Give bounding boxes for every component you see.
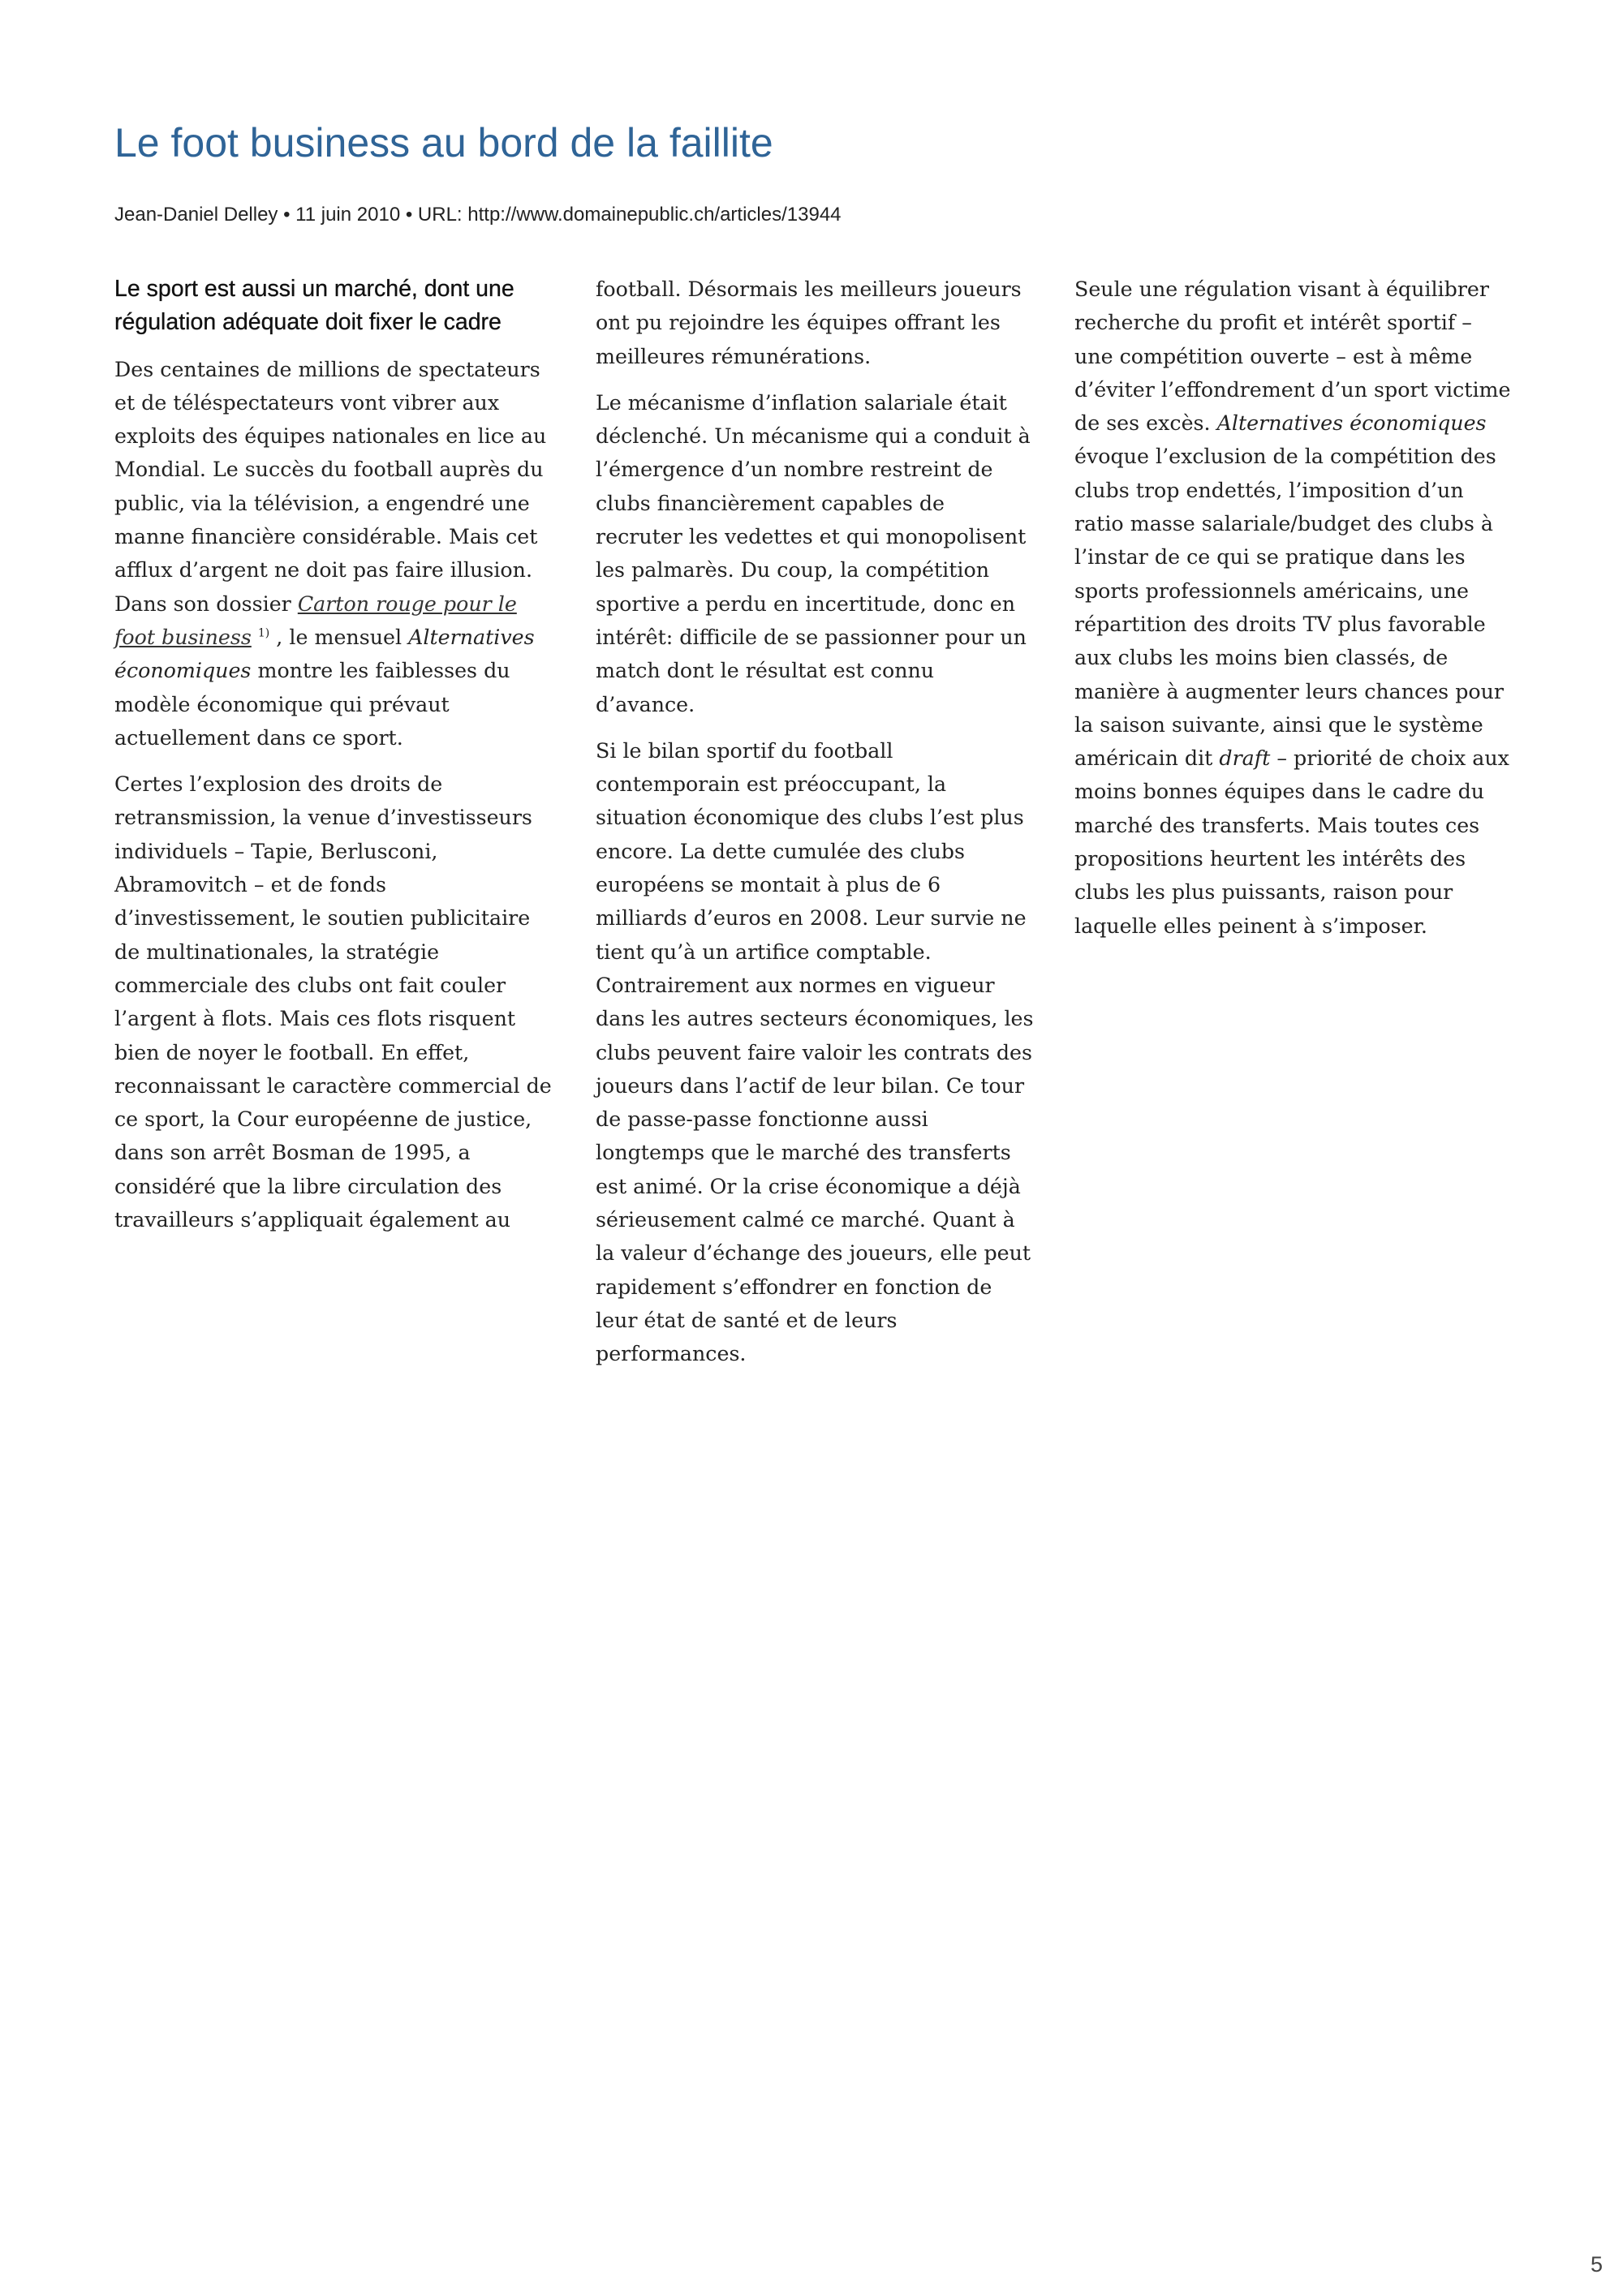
draft-term: draft (1219, 746, 1271, 771)
column-3 (1074, 273, 1513, 956)
footnote-ref[interactable]: 1) (257, 626, 270, 640)
article-byline: Jean-Daniel Delley • 11 juin 2010 • URL: http://www.domainepublic.ch/articles/13944 (114, 204, 842, 226)
publication-name-2: Alternatives économiques (1216, 411, 1487, 436)
paragraph-4: Si le bilan sportif du football contemporain est préoccupant, la situation économique des clubs l’est plus encore. La dette cumulée des clubs européens se montait à plus de 6 milliards d’euros en 2008. Leur survie ne tient qu’à un artifice comptable. Contrairement aux normes en vigueur dans les autres secteurs économiques, les clubs peuvent faire valoir les contrats des joueurs dans l’actif de leur bilan. Ce tour de passe-passe fonctionne aussi longtemps que le marché des transferts est animé. Or la crise économique a déjà sérieusement calmé ce marché. Quant à la valeur d’échange des joueurs, elle peut rapidement s’effondrer en fonction de leur état de santé et de leurs performances. (596, 738, 1034, 1366)
paragraph-1 (114, 353, 553, 755)
paragraph-3: Le mécanisme d’inflation salariale était déclenché. Un mécanisme qui a conduit à l’émergence d’un nombre restreint de clubs financièrement capables de recruter les vedettes et qui monopolisent les palmarès. Du coup, la compétition sportive a perdu en incertitude, donc en intérêt: difficile de se passionner pour un match dont le résultat est connu d’avance. (596, 390, 1031, 716)
paragraph-1-text-a: Des centaines de millions de spectateurs et de téléspectateurs vont vibrer aux exploits des équipes nationales en lice au Mondial. Le succès du football auprès du public, via la télévision, a engendré une manne financière considérable. Mais cet afflux d’argent ne doit pas faire illusion. Dans son dossier (114, 357, 547, 616)
dossier-link[interactable]: Carton rouge pour le foot business (114, 591, 517, 649)
publication-name: Alternatives économiques (114, 625, 535, 683)
column-2 (596, 273, 1034, 1384)
page-number: 5 (1591, 2252, 1604, 2277)
paragraph-2: Certes l’explosion des droits de retransmission, la venue d’investisseurs individuels – Tapie, Berlusconi, Abramovitch – et de fonds d’investissement, le soutien publicitaire de multinationales, la stratégie commerciale des clubs ont fait couler l’argent à flots. Mais ces flots risquent bien de noyer le football. En effet, reconnaissant le caractère commercial de ce sport, la Cour européenne de justice, dans son arrêt Bosman de 1995, a considéré que la libre circulation des travailleurs s’appliquait également au (114, 772, 552, 1232)
paragraph-1-text-c: montre les faiblesses du modèle économique qui prévaut actuellement dans ce sport. (114, 659, 510, 750)
paragraph-5-text-a: Seule une régulation visant à équilibrer recherche du profit et intérêt sportif – une compétition ouverte – est à même d’éviter l’effondrement d’un sport victime de ses excès. (1074, 277, 1511, 436)
article-lead: Le sport est aussi un marché, dont une régulation adéquate doit fixer le cadre (114, 276, 514, 336)
paragraph-2-continued: football. Désormais les meilleurs joueurs ont pu rejoindre les équipes offrant les meilleures rémunérations. (596, 277, 1022, 368)
paragraph-5-text-c: – priorité de choix aux moins bonnes équipes dans le cadre du marché des transferts. Mais toutes ces propositions heurtent les intérêts des clubs les plus puissants, raison pour laquelle elles peinent à s’imposer. (1074, 746, 1509, 938)
paragraph-5-text-b: évoque l’exclusion de la compétition des clubs trop endettés, l’imposition d’un ratio masse salariale/budget des clubs à l’instar de ce qui se pratique dans les sports professionnels américains, une répartition des droits TV plus favorable aux clubs les moins bien classés, de manière à augmenter leurs chances pour la saison suivante, ainsi que le système américain dit (1074, 445, 1505, 771)
paragraph-1-text-b: , le mensuel (269, 625, 409, 649)
column-1 (114, 273, 553, 1249)
paragraph-5 (1074, 273, 1513, 943)
article-title: Le foot business au bord de la faillite (114, 120, 773, 166)
